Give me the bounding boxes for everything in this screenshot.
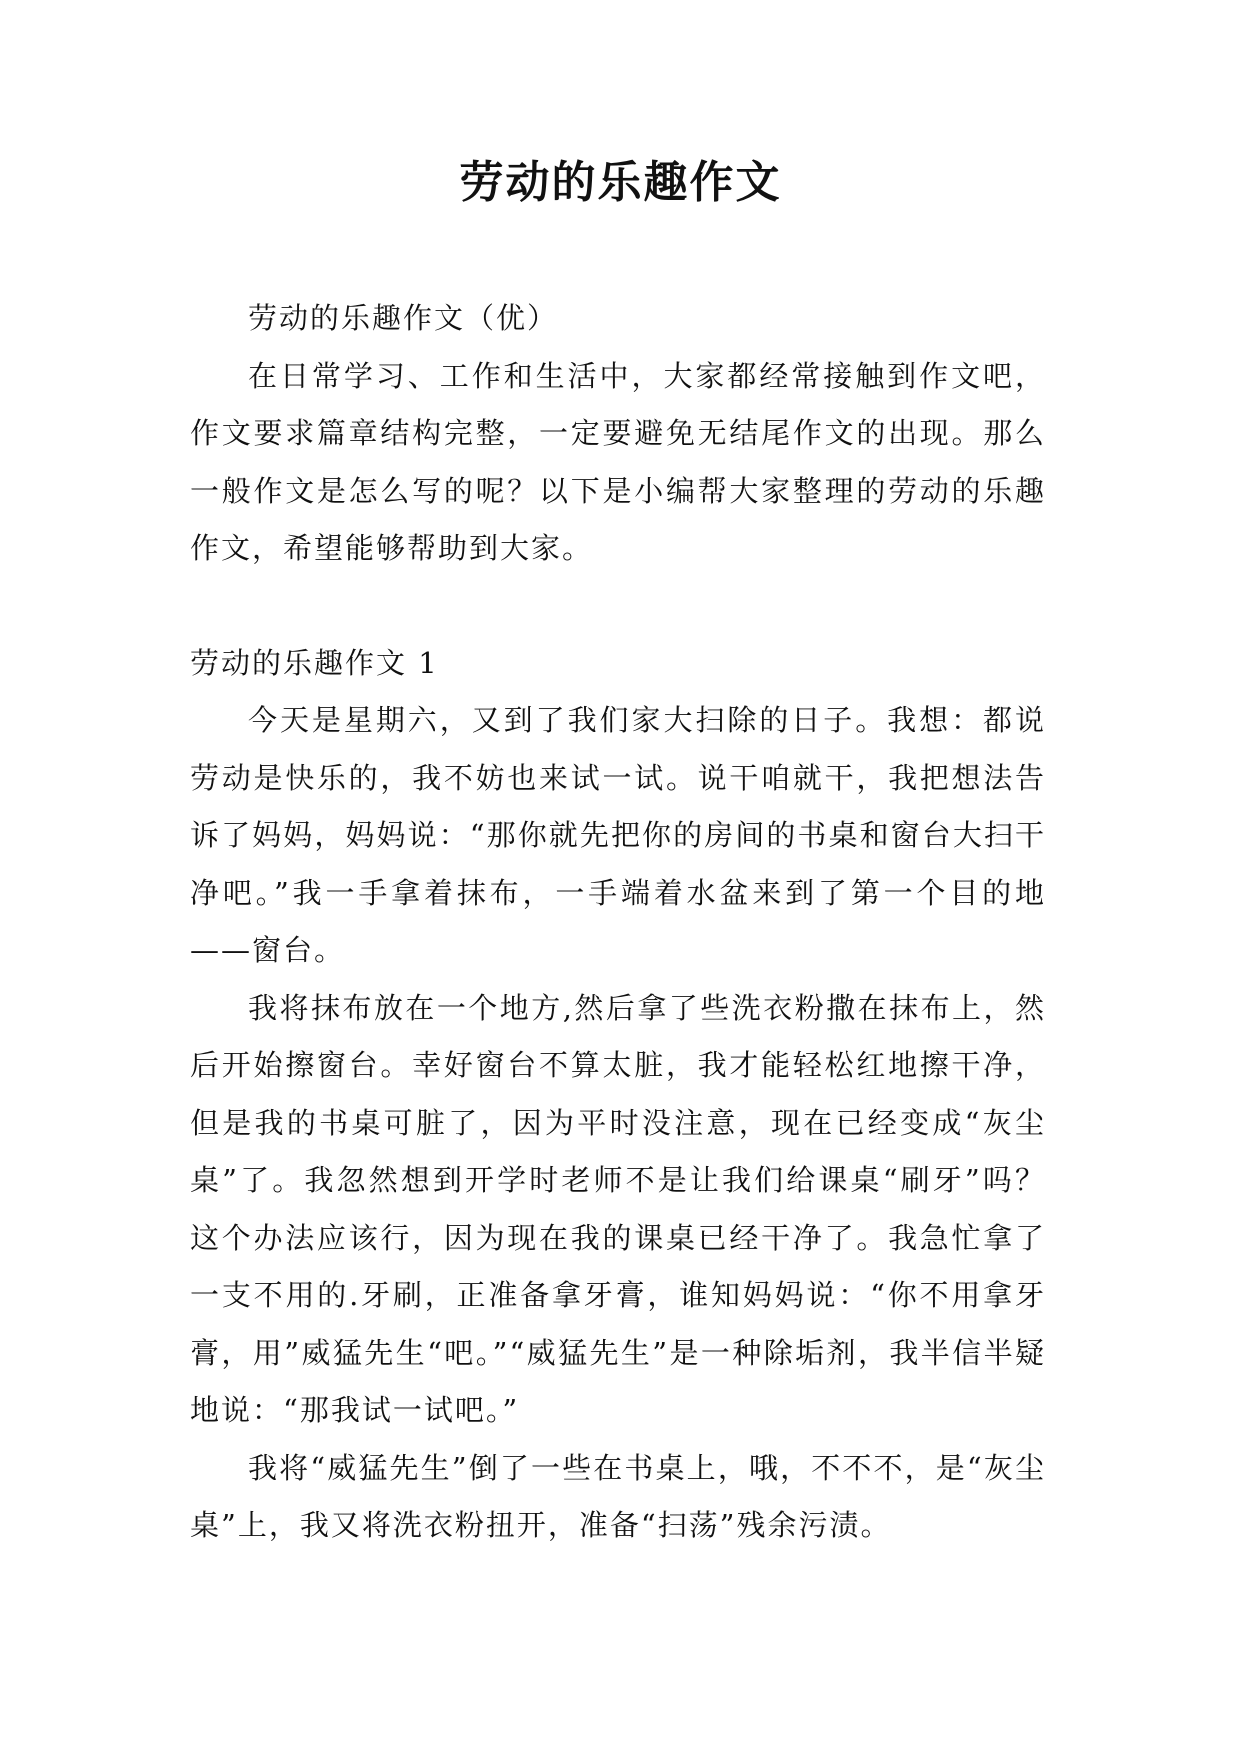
body-paragraph-3: 我将“威猛先生”倒了一些在书桌上，哦，不不不，是“灰尘桌”上，我又将洗衣粉扭开，准备“扫荡”残余污渍。 xyxy=(190,1450,1046,1542)
document-title: 劳动的乐趣作文 xyxy=(459,157,782,208)
document-subtitle: 劳动的乐趣作文（优） xyxy=(248,301,559,335)
section-heading: 劳动的乐趣作文 1 xyxy=(190,645,439,680)
body-paragraph-2: 我将抹布放在一个地方,然后拿了些洗衣粉撒在抹布上，然后开始擦窗台。幸好窗台不算太脏，我才能轻松红地擦干净，但是我的书桌可脏了，因为平时没注意，现在已经变成“灰尘桌”了。我忽然想到开学时老师不是让我们给课桌“刷牙”吗？这个办法应该行，因为现在我的课桌已经干净了。我急忙拿了一支不用的.牙刷，正准备拿牙膏，谁知妈妈说：“你不用拿牙膏，用”威猛先生“吧。”“威猛先生”是一种除垢剂，我半信半疑地说：“那我试一试吧。” xyxy=(190,990,1046,1427)
intro-paragraph: 在日常学习、工作和生活中，大家都经常接触到作文吧，作文要求篇章结构完整，一定要避免无结尾作文的出现。那么一般作文是怎么写的呢？以下是小编帮大家整理的劳动的乐趣作文，希望能够帮助到大家。 xyxy=(190,358,1046,565)
body-paragraph-1: 今天是星期六，又到了我们家大扫除的日子。我想：都说劳动是快乐的，我不妨也来试一试。说干咱就干，我把想法告诉了妈妈，妈妈说：“那你就先把你的房间的书桌和窗台大扫干净吧。”我一手拿着抹布，一手端着水盆来到了第一个目的地——窗台。 xyxy=(190,703,1046,967)
paragraph-spacer xyxy=(190,578,1046,635)
document-body xyxy=(190,290,1046,1555)
